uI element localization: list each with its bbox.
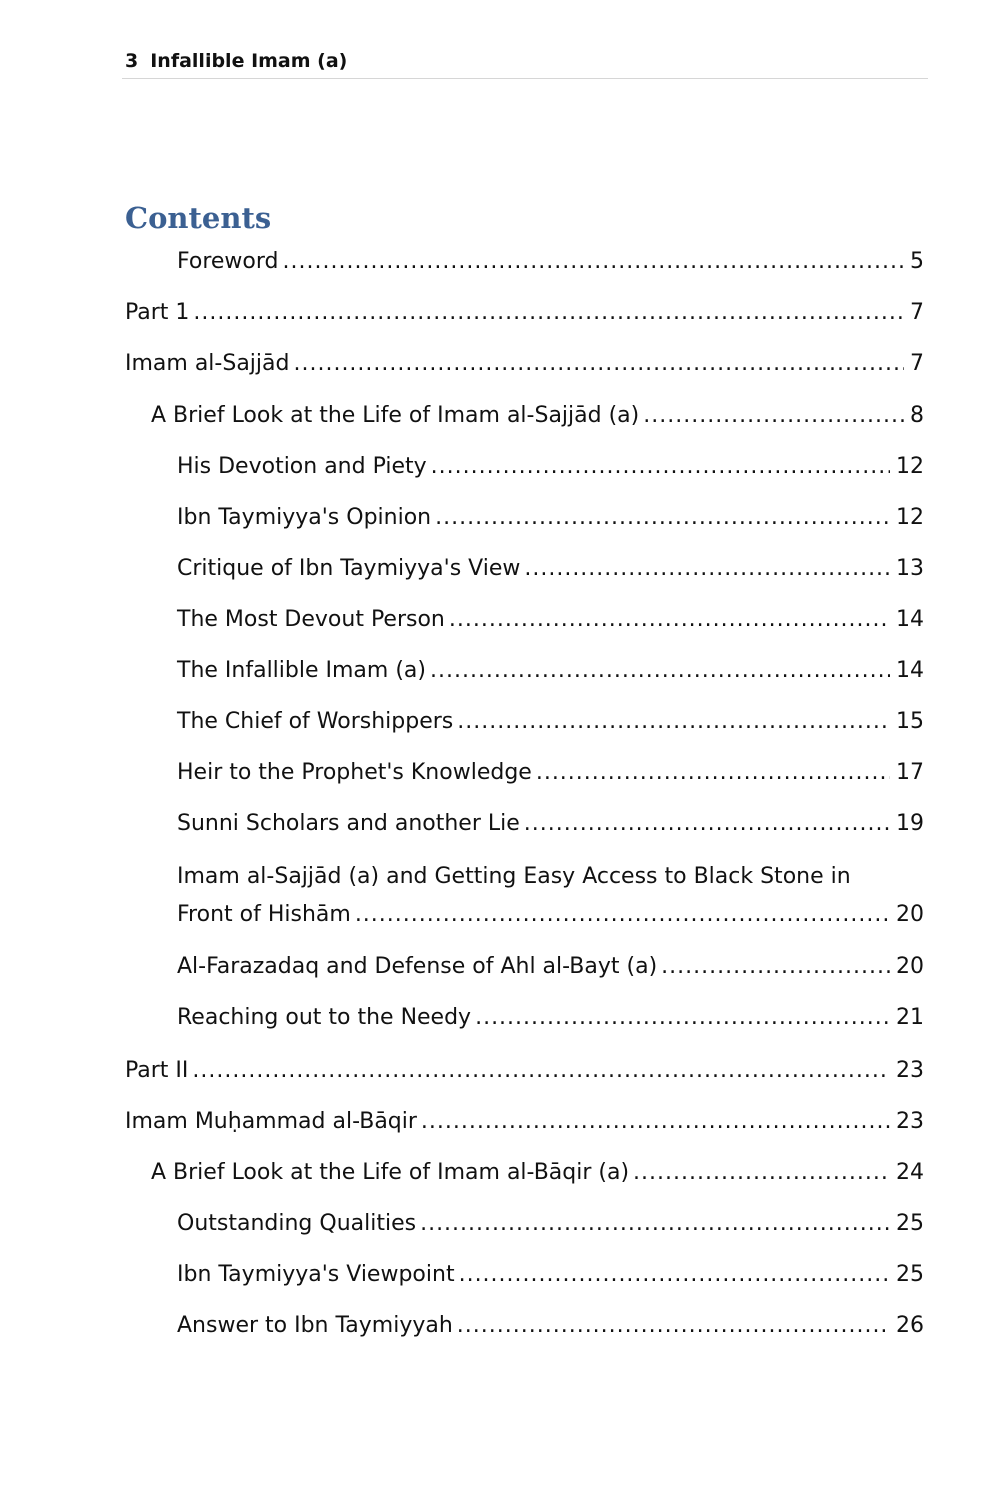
toc-entry-page: 25 [896,1211,924,1236]
toc-entry-label: A Brief Look at the Life of Imam al-Sajjād (a) [151,403,640,428]
toc-dot-leader [355,896,890,934]
toc-entry-infallible-imam[interactable] [177,652,924,690]
toc-entry-brief-look-baqir[interactable] [151,1154,924,1192]
toc-entry-ibn-taymiyya-viewpoint[interactable] [177,1256,924,1294]
toc-entry-label: The Chief of Worshippers [177,709,454,734]
toc-dot-leader [524,805,890,843]
toc-entry-page: 25 [896,1262,924,1287]
toc-entry-label: Critique of Ibn Taymiyya's View [177,556,521,581]
toc-entry-foreword[interactable] [177,243,924,281]
header-book-title: Infallible Imam (a) [150,50,348,72]
toc-dot-leader [193,294,904,332]
toc-entry-page: 5 [910,249,924,274]
toc-entry-page: 8 [910,403,924,428]
toc-entry-page: 7 [910,351,924,376]
toc-entry-label: Imam Muḥammad al-Bāqir [125,1109,417,1134]
toc-entry-label: Part II [125,1058,189,1083]
toc-entry-part-1[interactable] [125,294,924,332]
toc-entry-page: 26 [896,1313,924,1338]
toc-entry-page: 20 [896,954,924,979]
toc-dot-leader [457,1307,890,1345]
contents-heading: Contents [125,201,272,235]
toc-entry-label: Heir to the Prophet's Knowledge [177,760,532,785]
toc-entry-critique-ibn-taymiyya[interactable] [177,550,924,588]
toc-entry-label: Answer to Ibn Taymiyyah [177,1313,453,1338]
toc-dot-leader [643,397,904,435]
toc-entry-al-farazadaq[interactable] [177,948,924,986]
toc-entry-ibn-taymiyya-opinion[interactable] [177,499,924,537]
toc-entry-reaching-out-needy[interactable] [177,999,924,1037]
toc-dot-leader [293,345,904,383]
toc-entry-devotion-piety[interactable] [177,448,924,486]
toc-entry-page: 13 [896,556,924,581]
toc-entry-label: Outstanding Qualities [177,1211,417,1236]
toc-dot-leader [536,754,890,792]
toc-entry-page: 7 [910,300,924,325]
toc-dot-leader [524,550,890,588]
toc-entry-label: Imam al-Sajjād [125,351,290,376]
toc-entry-page: 23 [896,1058,924,1083]
toc-entry-page: 14 [896,658,924,683]
toc-entry-imam-al-sajjad[interactable] [125,345,924,383]
toc-dot-leader [449,601,890,639]
toc-entry-page: 23 [896,1109,924,1134]
toc-dot-leader [192,1052,890,1090]
toc-entry-part-2[interactable] [125,1052,924,1090]
toc-entry-label: The Infallible Imam (a) [177,658,426,683]
toc-entry-page: 15 [896,709,924,734]
toc-dot-leader [430,652,890,690]
toc-entry-page: 14 [896,607,924,632]
toc-entry-label-line-2: Front of Hishām [177,902,351,927]
toc-entry-page: 24 [896,1160,924,1185]
toc-entry-page: 12 [896,505,924,530]
toc-dot-leader [457,703,890,741]
toc-entry-page: 12 [896,454,924,479]
toc-dot-leader [435,499,890,537]
toc-entry-label: His Devotion and Piety [177,454,427,479]
toc-entry-chief-of-worshippers[interactable] [177,703,924,741]
toc-entry-heir-prophets-knowledge[interactable] [177,754,924,792]
toc-entry-label: A Brief Look at the Life of Imam al-Bāqir (a) [151,1160,630,1185]
toc-entry-brief-look-sajjad[interactable] [151,397,924,435]
toc-entry-label: The Most Devout Person [177,607,445,632]
toc-dot-leader [431,448,890,486]
toc-entry-sunni-scholars-lie[interactable] [177,805,924,843]
toc-entry-imam-muhammad-al-baqir[interactable] [125,1103,924,1141]
toc-entry-label: Sunni Scholars and another Lie [177,811,520,836]
toc-dot-leader [420,1205,890,1243]
header-page-number: 3 [125,50,139,72]
toc-entry-label: Al-Farazadaq and Defense of Ahl al-Bayt (a) [177,954,658,979]
toc-entry-page: 17 [896,760,924,785]
toc-entry-label: Ibn Taymiyya's Viewpoint [177,1262,455,1287]
toc-dot-leader [459,1256,890,1294]
toc-entry-label: Foreword [177,249,279,274]
toc-entry-label: Part 1 [125,300,190,325]
toc-entry-most-devout-person[interactable] [177,601,924,639]
toc-entry-label-line-1: Imam al-Sajjād (a) and Getting Easy Access to Black Stone in [177,864,851,889]
toc-entry-outstanding-qualities[interactable] [177,1205,924,1243]
toc-entry-page: 20 [896,902,924,927]
toc-dot-leader [633,1154,890,1192]
toc-entry-label: Reaching out to the Needy [177,1005,472,1030]
toc-dot-leader [421,1103,890,1141]
toc-dot-leader [475,999,890,1037]
toc-dot-leader [661,948,890,986]
toc-entry-answer-ibn-taymiyyah[interactable] [177,1307,924,1345]
toc-entry-black-stone-hisham[interactable] [177,858,924,934]
toc-entry-page: 19 [896,811,924,836]
toc-entry-page: 21 [896,1005,924,1030]
toc-entry-label: Ibn Taymiyya's Opinion [177,505,432,530]
toc-dot-leader [283,243,904,281]
